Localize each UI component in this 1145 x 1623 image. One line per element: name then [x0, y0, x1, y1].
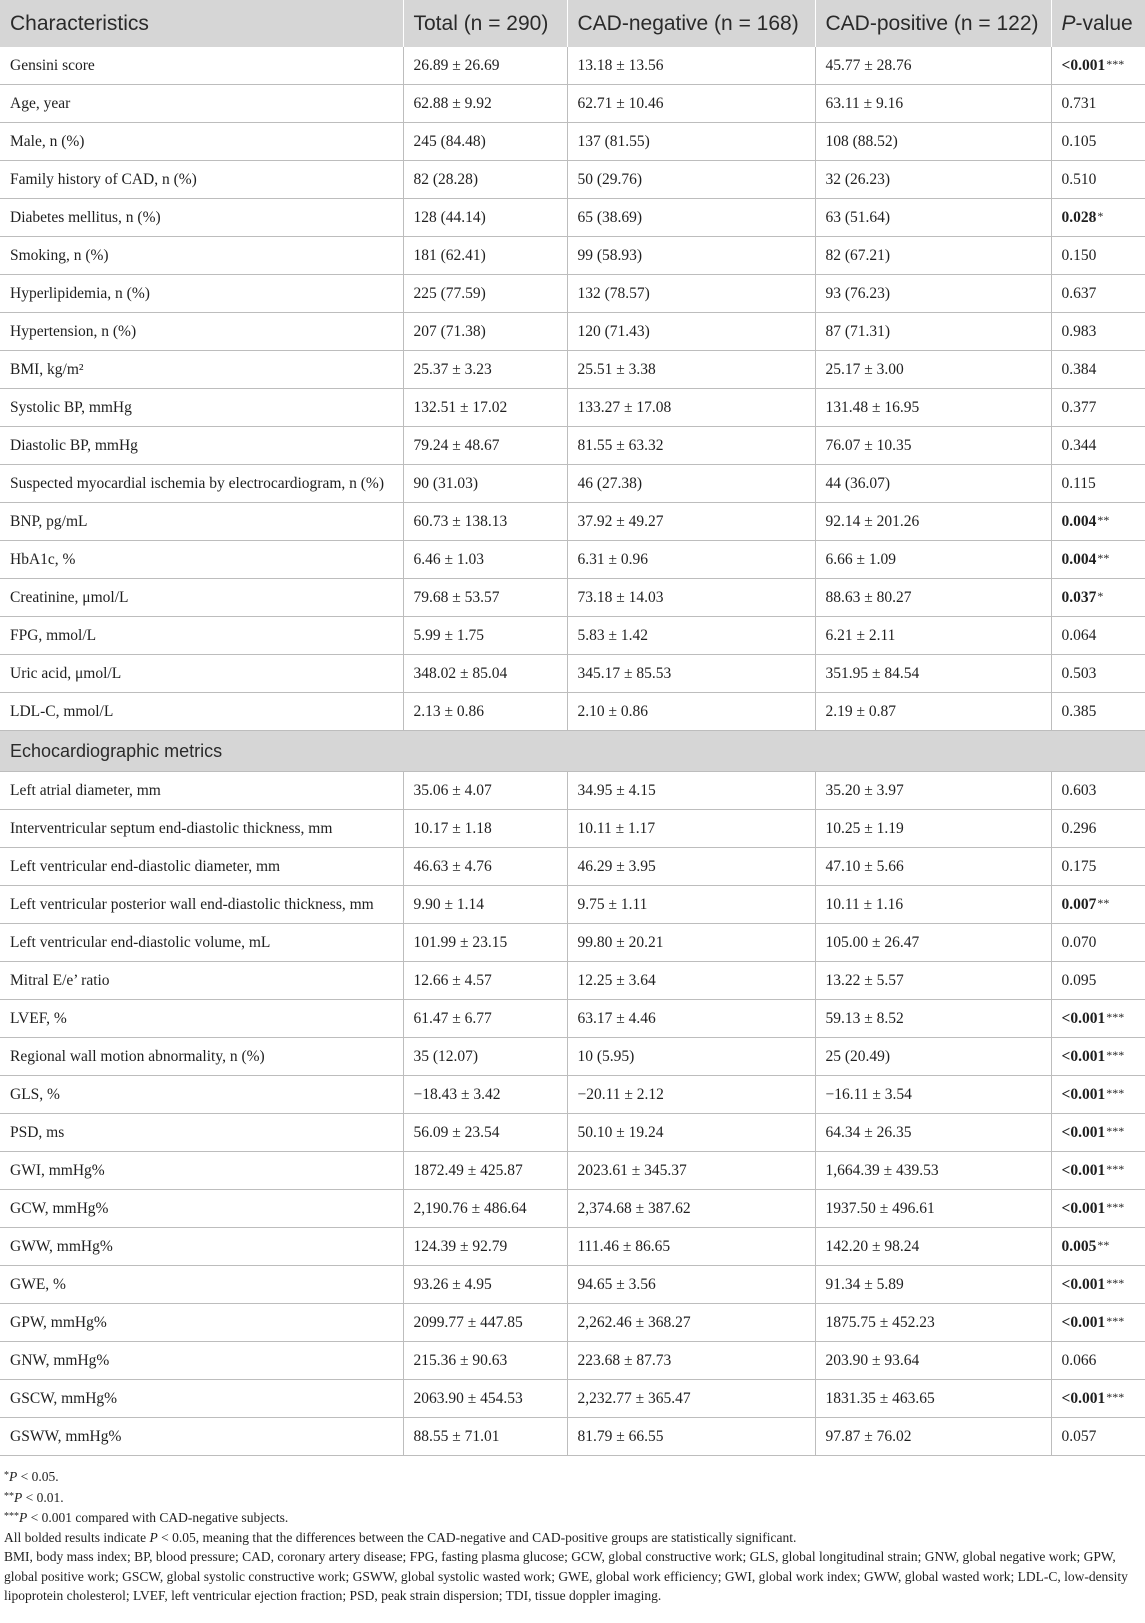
cell-cad-negative: 2,374.68 ± 387.62 — [567, 1190, 815, 1228]
cell-p-value: <0.001*** — [1051, 1152, 1145, 1190]
cell-p-value: 0.510 — [1051, 161, 1145, 199]
cell-cad-negative: 73.18 ± 14.03 — [567, 579, 815, 617]
header-total: Total (n = 290) — [403, 0, 567, 47]
cell-cad-positive: 47.10 ± 5.66 — [815, 848, 1051, 886]
cell-p-value: 0.503 — [1051, 655, 1145, 693]
cell-cad-negative: 223.68 ± 87.73 — [567, 1342, 815, 1380]
cell-cad-positive: 105.00 ± 26.47 — [815, 924, 1051, 962]
cell-total: 2063.90 ± 454.53 — [403, 1380, 567, 1418]
cell-cad-positive: 63.11 ± 9.16 — [815, 85, 1051, 123]
cell-cad-negative: 6.31 ± 0.96 — [567, 541, 815, 579]
cell-cad-positive: 6.66 ± 1.09 — [815, 541, 1051, 579]
table-row — [0, 1228, 1145, 1266]
cell-cad-positive: 45.77 ± 28.76 — [815, 47, 1051, 85]
header-cad-positive: CAD-positive (n = 122) — [815, 0, 1051, 47]
cell-total: 26.89 ± 26.69 — [403, 47, 567, 85]
cell-cad-negative: 345.17 ± 85.53 — [567, 655, 815, 693]
cell-p-value: 0.057 — [1051, 1418, 1145, 1456]
cell-cad-negative: 99.80 ± 20.21 — [567, 924, 815, 962]
cell-p-value: 0.115 — [1051, 465, 1145, 503]
section-header-echocardiographic: Echocardiographic metrics — [0, 731, 1145, 772]
cell-total: 5.99 ± 1.75 — [403, 617, 567, 655]
table-row — [0, 617, 1145, 655]
table-row — [0, 1038, 1145, 1076]
cell-p-value: 0.603 — [1051, 772, 1145, 810]
cell-total: 181 (62.41) — [403, 237, 567, 275]
table-row — [0, 655, 1145, 693]
cell-cad-positive: 142.20 ± 98.24 — [815, 1228, 1051, 1266]
cell-cad-negative: 50.10 ± 19.24 — [567, 1114, 815, 1152]
significance-marker: *** — [1106, 1123, 1125, 1138]
significance-marker: *** — [1106, 1047, 1125, 1062]
cell-p-value: 0.105 — [1051, 123, 1145, 161]
table-row — [0, 1304, 1145, 1342]
cell-total: 348.02 ± 85.04 — [403, 655, 567, 693]
cell-cad-positive: 44 (36.07) — [815, 465, 1051, 503]
cell-cad-positive: 2.19 ± 0.87 — [815, 693, 1051, 731]
table-row — [0, 924, 1145, 962]
significance-marker: *** — [1106, 1275, 1125, 1290]
table-row — [0, 85, 1145, 123]
table-row — [0, 161, 1145, 199]
cell-cad-positive: −16.11 ± 3.54 — [815, 1076, 1051, 1114]
cell-p-value: 0.095 — [1051, 962, 1145, 1000]
footnote-p001: **P < 0.01. — [4, 1489, 64, 1505]
cell-cad-positive: 10.25 ± 1.19 — [815, 810, 1051, 848]
table-row — [0, 848, 1145, 886]
cell-characteristic: Family history of CAD, n (%) — [0, 161, 403, 199]
cell-total: 79.68 ± 53.57 — [403, 579, 567, 617]
cell-total: 93.26 ± 4.95 — [403, 1266, 567, 1304]
cell-characteristic: GSCW, mmHg% — [0, 1380, 403, 1418]
cell-p-value: <0.001*** — [1051, 1076, 1145, 1114]
cell-characteristic: HbA1c, % — [0, 541, 403, 579]
cell-cad-negative: 2,262.46 ± 368.27 — [567, 1304, 815, 1342]
cell-total: 35.06 ± 4.07 — [403, 772, 567, 810]
table-row — [0, 389, 1145, 427]
cell-p-value: 0.150 — [1051, 237, 1145, 275]
cell-p-value: 0.005** — [1051, 1228, 1145, 1266]
significance-marker: ** — [1097, 550, 1110, 565]
cell-p-value: 0.296 — [1051, 810, 1145, 848]
cell-cad-positive: 108 (88.52) — [815, 123, 1051, 161]
cell-p-value: <0.001*** — [1051, 1380, 1145, 1418]
cell-total: 9.90 ± 1.14 — [403, 886, 567, 924]
cell-p-value: 0.731 — [1051, 85, 1145, 123]
cell-cad-negative: 13.18 ± 13.56 — [567, 47, 815, 85]
significance-marker: ** — [1097, 512, 1110, 527]
table-row — [0, 1190, 1145, 1228]
cell-characteristic: Uric acid, μmol/L — [0, 655, 403, 693]
header-characteristics: Characteristics — [0, 0, 403, 47]
cell-characteristic: Mitral E/e’ ratio — [0, 962, 403, 1000]
cell-cad-negative: 2.10 ± 0.86 — [567, 693, 815, 731]
header-p-value — [1051, 0, 1145, 47]
cell-characteristic: Male, n (%) — [0, 123, 403, 161]
cell-total: 128 (44.14) — [403, 199, 567, 237]
table-row — [0, 503, 1145, 541]
table-header-row — [0, 0, 1145, 47]
cell-cad-positive: 92.14 ± 201.26 — [815, 503, 1051, 541]
cell-p-value: 0.028* — [1051, 199, 1145, 237]
cell-total: 124.39 ± 92.79 — [403, 1228, 567, 1266]
cell-p-value: <0.001*** — [1051, 1000, 1145, 1038]
table-row — [0, 123, 1145, 161]
table-row — [0, 772, 1145, 810]
cell-cad-positive: 1937.50 ± 496.61 — [815, 1190, 1051, 1228]
footnote-p005: *P < 0.05. — [4, 1469, 59, 1484]
cell-characteristic: Left ventricular end-diastolic diameter, mm — [0, 848, 403, 886]
cell-p-value: 0.377 — [1051, 389, 1145, 427]
cell-cad-negative: 2023.61 ± 345.37 — [567, 1152, 815, 1190]
table-row — [0, 313, 1145, 351]
cell-cad-negative: 46.29 ± 3.95 — [567, 848, 815, 886]
cell-p-value: 0.385 — [1051, 693, 1145, 731]
cell-total: −18.43 ± 3.42 — [403, 1076, 567, 1114]
table-row — [0, 579, 1145, 617]
table-row — [0, 693, 1145, 731]
cell-cad-negative: 50 (29.76) — [567, 161, 815, 199]
cell-characteristic: GNW, mmHg% — [0, 1342, 403, 1380]
cell-cad-positive: 88.63 ± 80.27 — [815, 579, 1051, 617]
significance-marker: *** — [1106, 1085, 1125, 1100]
footnote-p0001: ***P < 0.001 compared with CAD-negative subjects. — [4, 1510, 289, 1525]
significance-marker: *** — [1106, 1199, 1125, 1214]
cell-p-value: 0.037* — [1051, 579, 1145, 617]
cell-cad-positive: 64.34 ± 26.35 — [815, 1114, 1051, 1152]
cell-characteristic: Hypertension, n (%) — [0, 313, 403, 351]
table-row — [0, 1266, 1145, 1304]
cell-cad-negative: 133.27 ± 17.08 — [567, 389, 815, 427]
header-p-letter: P — [1061, 11, 1076, 35]
header-cad-negative: CAD-negative (n = 168) — [567, 0, 815, 47]
cell-total: 25.37 ± 3.23 — [403, 351, 567, 389]
cell-characteristic: Hyperlipidemia, n (%) — [0, 275, 403, 313]
cell-cad-negative: 37.92 ± 49.27 — [567, 503, 815, 541]
cell-p-value: 0.070 — [1051, 924, 1145, 962]
cell-characteristic: Interventricular septum end-diastolic thickness, mm — [0, 810, 403, 848]
cell-p-value: <0.001*** — [1051, 47, 1145, 85]
cell-total: 225 (77.59) — [403, 275, 567, 313]
footnote-abbreviations: BMI, body mass index; BP, blood pressure; CAD, coronary artery disease; FPG, fasting plasma glucose; GCW, global constructive work; GLS, global longitudinal strain; GNW, global negative work; GPW, global positive work; GSCW, global systolic constructive work; GSWW, global systolic wasted work; GWE, global work efficiency; GWI, global work index; GWW, global wasted work; LDL-C, low-density lipoprotein cholesterol; LVEF, left ventricular ejection fraction; PSD, peak strain dispersion; TDI, tissue doppler imaging. — [4, 1549, 1128, 1603]
cell-cad-positive: 35.20 ± 3.97 — [815, 772, 1051, 810]
significance-marker: ** — [1097, 895, 1110, 910]
table-row — [0, 541, 1145, 579]
cell-total: 46.63 ± 4.76 — [403, 848, 567, 886]
significance-marker: *** — [1106, 1009, 1125, 1024]
cell-cad-negative: 132 (78.57) — [567, 275, 815, 313]
table-row — [0, 275, 1145, 313]
cell-characteristic: LDL-C, mmol/L — [0, 693, 403, 731]
cell-cad-positive: 1,664.39 ± 439.53 — [815, 1152, 1051, 1190]
cell-p-value: 0.344 — [1051, 427, 1145, 465]
cell-total: 2099.77 ± 447.85 — [403, 1304, 567, 1342]
cell-cad-positive: 82 (67.21) — [815, 237, 1051, 275]
table-row — [0, 1114, 1145, 1152]
cell-cad-positive: 93 (76.23) — [815, 275, 1051, 313]
significance-marker: ** — [1097, 1237, 1110, 1252]
table-footnotes — [0, 1456, 1145, 1606]
cell-cad-negative: 137 (81.55) — [567, 123, 815, 161]
cell-p-value: 0.384 — [1051, 351, 1145, 389]
cell-cad-positive: 131.48 ± 16.95 — [815, 389, 1051, 427]
cell-cad-positive: 63 (51.64) — [815, 199, 1051, 237]
cell-cad-negative: 120 (71.43) — [567, 313, 815, 351]
table-row — [0, 47, 1145, 85]
cell-cad-negative: 12.25 ± 3.64 — [567, 962, 815, 1000]
cell-p-value: 0.066 — [1051, 1342, 1145, 1380]
table-row — [0, 1418, 1145, 1456]
cell-characteristic: GWW, mmHg% — [0, 1228, 403, 1266]
cell-characteristic: Regional wall motion abnormality, n (%) — [0, 1038, 403, 1076]
cell-characteristic: PSD, ms — [0, 1114, 403, 1152]
table-row — [0, 1000, 1145, 1038]
cell-cad-negative: 9.75 ± 1.11 — [567, 886, 815, 924]
cell-cad-negative: 10 (5.95) — [567, 1038, 815, 1076]
cell-total: 88.55 ± 71.01 — [403, 1418, 567, 1456]
cell-cad-positive: 91.34 ± 5.89 — [815, 1266, 1051, 1304]
table-body — [0, 47, 1145, 1456]
cell-cad-positive: 59.13 ± 8.52 — [815, 1000, 1051, 1038]
cell-total: 82 (28.28) — [403, 161, 567, 199]
significance-marker: *** — [1106, 56, 1125, 71]
cell-characteristic: Gensini score — [0, 47, 403, 85]
table-row — [0, 465, 1145, 503]
cell-cad-positive: 13.22 ± 5.57 — [815, 962, 1051, 1000]
cell-characteristic: GWI, mmHg% — [0, 1152, 403, 1190]
cell-cad-positive: 25.17 ± 3.00 — [815, 351, 1051, 389]
cell-characteristic: GLS, % — [0, 1076, 403, 1114]
cell-p-value: 0.064 — [1051, 617, 1145, 655]
cell-characteristic: Diastolic BP, mmHg — [0, 427, 403, 465]
table-row — [0, 886, 1145, 924]
significance-marker: *** — [1106, 1389, 1125, 1404]
cell-cad-negative: 25.51 ± 3.38 — [567, 351, 815, 389]
cell-cad-negative: 34.95 ± 4.15 — [567, 772, 815, 810]
table-row — [0, 1342, 1145, 1380]
table-row — [0, 810, 1145, 848]
table-row — [0, 237, 1145, 275]
table-row — [0, 1152, 1145, 1190]
cell-total: 79.24 ± 48.67 — [403, 427, 567, 465]
cell-cad-positive: 76.07 ± 10.35 — [815, 427, 1051, 465]
cell-characteristic: BMI, kg/m² — [0, 351, 403, 389]
cell-cad-negative: 94.65 ± 3.56 — [567, 1266, 815, 1304]
cell-characteristic: GCW, mmHg% — [0, 1190, 403, 1228]
cell-total: 90 (31.03) — [403, 465, 567, 503]
cell-total: 60.73 ± 138.13 — [403, 503, 567, 541]
cell-total: 12.66 ± 4.57 — [403, 962, 567, 1000]
cell-p-value: 0.004** — [1051, 503, 1145, 541]
cell-p-value: <0.001*** — [1051, 1266, 1145, 1304]
cell-cad-negative: 2,232.77 ± 365.47 — [567, 1380, 815, 1418]
cell-characteristic: GWE, % — [0, 1266, 403, 1304]
cell-characteristic: GSWW, mmHg% — [0, 1418, 403, 1456]
cell-characteristic: FPG, mmol/L — [0, 617, 403, 655]
cell-total: 101.99 ± 23.15 — [403, 924, 567, 962]
table-row — [0, 962, 1145, 1000]
cell-cad-negative: 63.17 ± 4.46 — [567, 1000, 815, 1038]
cell-total: 62.88 ± 9.92 — [403, 85, 567, 123]
cell-cad-negative: 81.55 ± 63.32 — [567, 427, 815, 465]
cell-p-value: <0.001*** — [1051, 1038, 1145, 1076]
cell-cad-negative: 65 (38.69) — [567, 199, 815, 237]
cell-cad-negative: 111.46 ± 86.65 — [567, 1228, 815, 1266]
footnote-bolded: All bolded results indicate P < 0.05, meaning that the differences between the CAD-negative and CAD-positive groups are statistically significant. — [4, 1529, 797, 1545]
cell-cad-positive: 25 (20.49) — [815, 1038, 1051, 1076]
cell-characteristic: Diabetes mellitus, n (%) — [0, 199, 403, 237]
cell-cad-positive: 87 (71.31) — [815, 313, 1051, 351]
cell-characteristic: GPW, mmHg% — [0, 1304, 403, 1342]
cell-total: 207 (71.38) — [403, 313, 567, 351]
table-row — [0, 199, 1145, 237]
cell-total: 1872.49 ± 425.87 — [403, 1152, 567, 1190]
table-row — [0, 1380, 1145, 1418]
cell-cad-negative: 10.11 ± 1.17 — [567, 810, 815, 848]
cell-p-value: <0.001*** — [1051, 1190, 1145, 1228]
table-row — [0, 351, 1145, 389]
cell-total: 2.13 ± 0.86 — [403, 693, 567, 731]
cell-characteristic: LVEF, % — [0, 1000, 403, 1038]
table-row — [0, 1076, 1145, 1114]
cell-total: 245 (84.48) — [403, 123, 567, 161]
cell-p-value: <0.001*** — [1051, 1114, 1145, 1152]
cell-characteristic: Left ventricular end-diastolic volume, mL — [0, 924, 403, 962]
cell-cad-negative: −20.11 ± 2.12 — [567, 1076, 815, 1114]
cell-cad-positive: 203.90 ± 93.64 — [815, 1342, 1051, 1380]
cell-cad-negative: 5.83 ± 1.42 — [567, 617, 815, 655]
cell-characteristic: Smoking, n (%) — [0, 237, 403, 275]
cell-characteristic: Systolic BP, mmHg — [0, 389, 403, 427]
cell-characteristic: Suspected myocardial ischemia by electrocardiogram, n (%) — [0, 465, 403, 503]
cell-total: 35 (12.07) — [403, 1038, 567, 1076]
cell-p-value: 0.637 — [1051, 275, 1145, 313]
cell-cad-positive: 351.95 ± 84.54 — [815, 655, 1051, 693]
cell-characteristic: Age, year — [0, 85, 403, 123]
significance-marker: *** — [1106, 1313, 1125, 1328]
cell-p-value: 0.983 — [1051, 313, 1145, 351]
significance-marker: * — [1097, 588, 1104, 603]
cell-characteristic: Left atrial diameter, mm — [0, 772, 403, 810]
cell-total: 132.51 ± 17.02 — [403, 389, 567, 427]
cell-characteristic: BNP, pg/mL — [0, 503, 403, 541]
table-row — [0, 427, 1145, 465]
significance-marker: * — [1097, 208, 1104, 223]
cell-p-value: 0.004** — [1051, 541, 1145, 579]
cell-cad-negative: 62.71 ± 10.46 — [567, 85, 815, 123]
cell-cad-negative: 81.79 ± 66.55 — [567, 1418, 815, 1456]
cell-cad-positive: 1875.75 ± 452.23 — [815, 1304, 1051, 1342]
cell-cad-negative: 99 (58.93) — [567, 237, 815, 275]
cell-p-value: <0.001*** — [1051, 1304, 1145, 1342]
cell-total: 56.09 ± 23.54 — [403, 1114, 567, 1152]
cell-total: 2,190.76 ± 486.64 — [403, 1190, 567, 1228]
cell-p-value: 0.007** — [1051, 886, 1145, 924]
cell-characteristic: Left ventricular posterior wall end-diastolic thickness, mm — [0, 886, 403, 924]
cell-characteristic: Creatinine, μmol/L — [0, 579, 403, 617]
cell-total: 10.17 ± 1.18 — [403, 810, 567, 848]
cell-p-value: 0.175 — [1051, 848, 1145, 886]
cell-cad-positive: 6.21 ± 2.11 — [815, 617, 1051, 655]
cell-total: 61.47 ± 6.77 — [403, 1000, 567, 1038]
cell-cad-positive: 32 (26.23) — [815, 161, 1051, 199]
cell-total: 215.36 ± 90.63 — [403, 1342, 567, 1380]
cell-cad-negative: 46 (27.38) — [567, 465, 815, 503]
cell-cad-positive: 1831.35 ± 463.65 — [815, 1380, 1051, 1418]
cell-cad-positive: 97.87 ± 76.02 — [815, 1418, 1051, 1456]
section-header-row — [0, 731, 1145, 772]
header-p-rest: -value — [1075, 11, 1133, 35]
cell-cad-positive: 10.11 ± 1.16 — [815, 886, 1051, 924]
cell-total: 6.46 ± 1.03 — [403, 541, 567, 579]
significance-marker: *** — [1106, 1161, 1125, 1176]
